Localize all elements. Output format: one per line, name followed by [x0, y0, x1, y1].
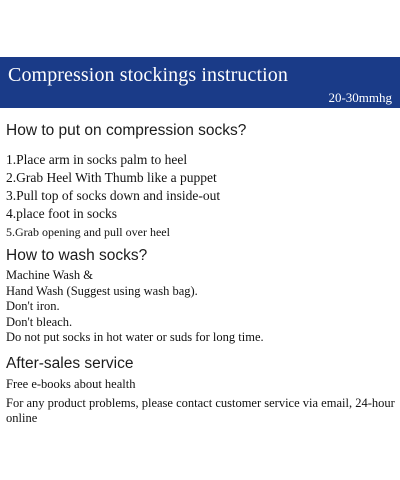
pressure-rating: 20-30mmhg: [328, 90, 392, 105]
wash-line: Don't iron.: [6, 299, 60, 313]
wash-section: [6, 247, 394, 346]
put-on-step: 2.Grab Heel With Thumb like a puppet: [6, 170, 217, 185]
wash-line: Machine Wash &: [6, 268, 93, 282]
after-sales-line: For any product problems, please contact customer service via email, 24-hour online: [6, 395, 395, 425]
put-on-step: 4.place foot in socks: [6, 206, 117, 221]
after-sales-heading: After-sales service: [6, 355, 134, 372]
put-on-heading: How to put on compression socks?: [6, 122, 247, 139]
put-on-step: 1.Place arm in socks palm to heel: [6, 152, 188, 167]
title-banner: [0, 57, 400, 108]
page-title: Compression stockings instruction: [8, 64, 288, 86]
wash-line: Do not put socks in hot water or suds for long time.: [6, 330, 264, 344]
put-on-step: 3.Pull top of socks down and inside-out: [6, 188, 221, 203]
wash-line: Hand Wash (Suggest using wash bag).: [6, 283, 198, 298]
wash-heading: How to wash socks?: [6, 247, 148, 264]
after-sales-line: Free e-books about health: [6, 377, 136, 391]
after-sales-section: [6, 355, 394, 427]
put-on-section: [6, 122, 394, 241]
wash-line: Don't bleach.: [6, 314, 73, 329]
put-on-step: 5.Grab opening and pull over heel: [6, 225, 170, 239]
